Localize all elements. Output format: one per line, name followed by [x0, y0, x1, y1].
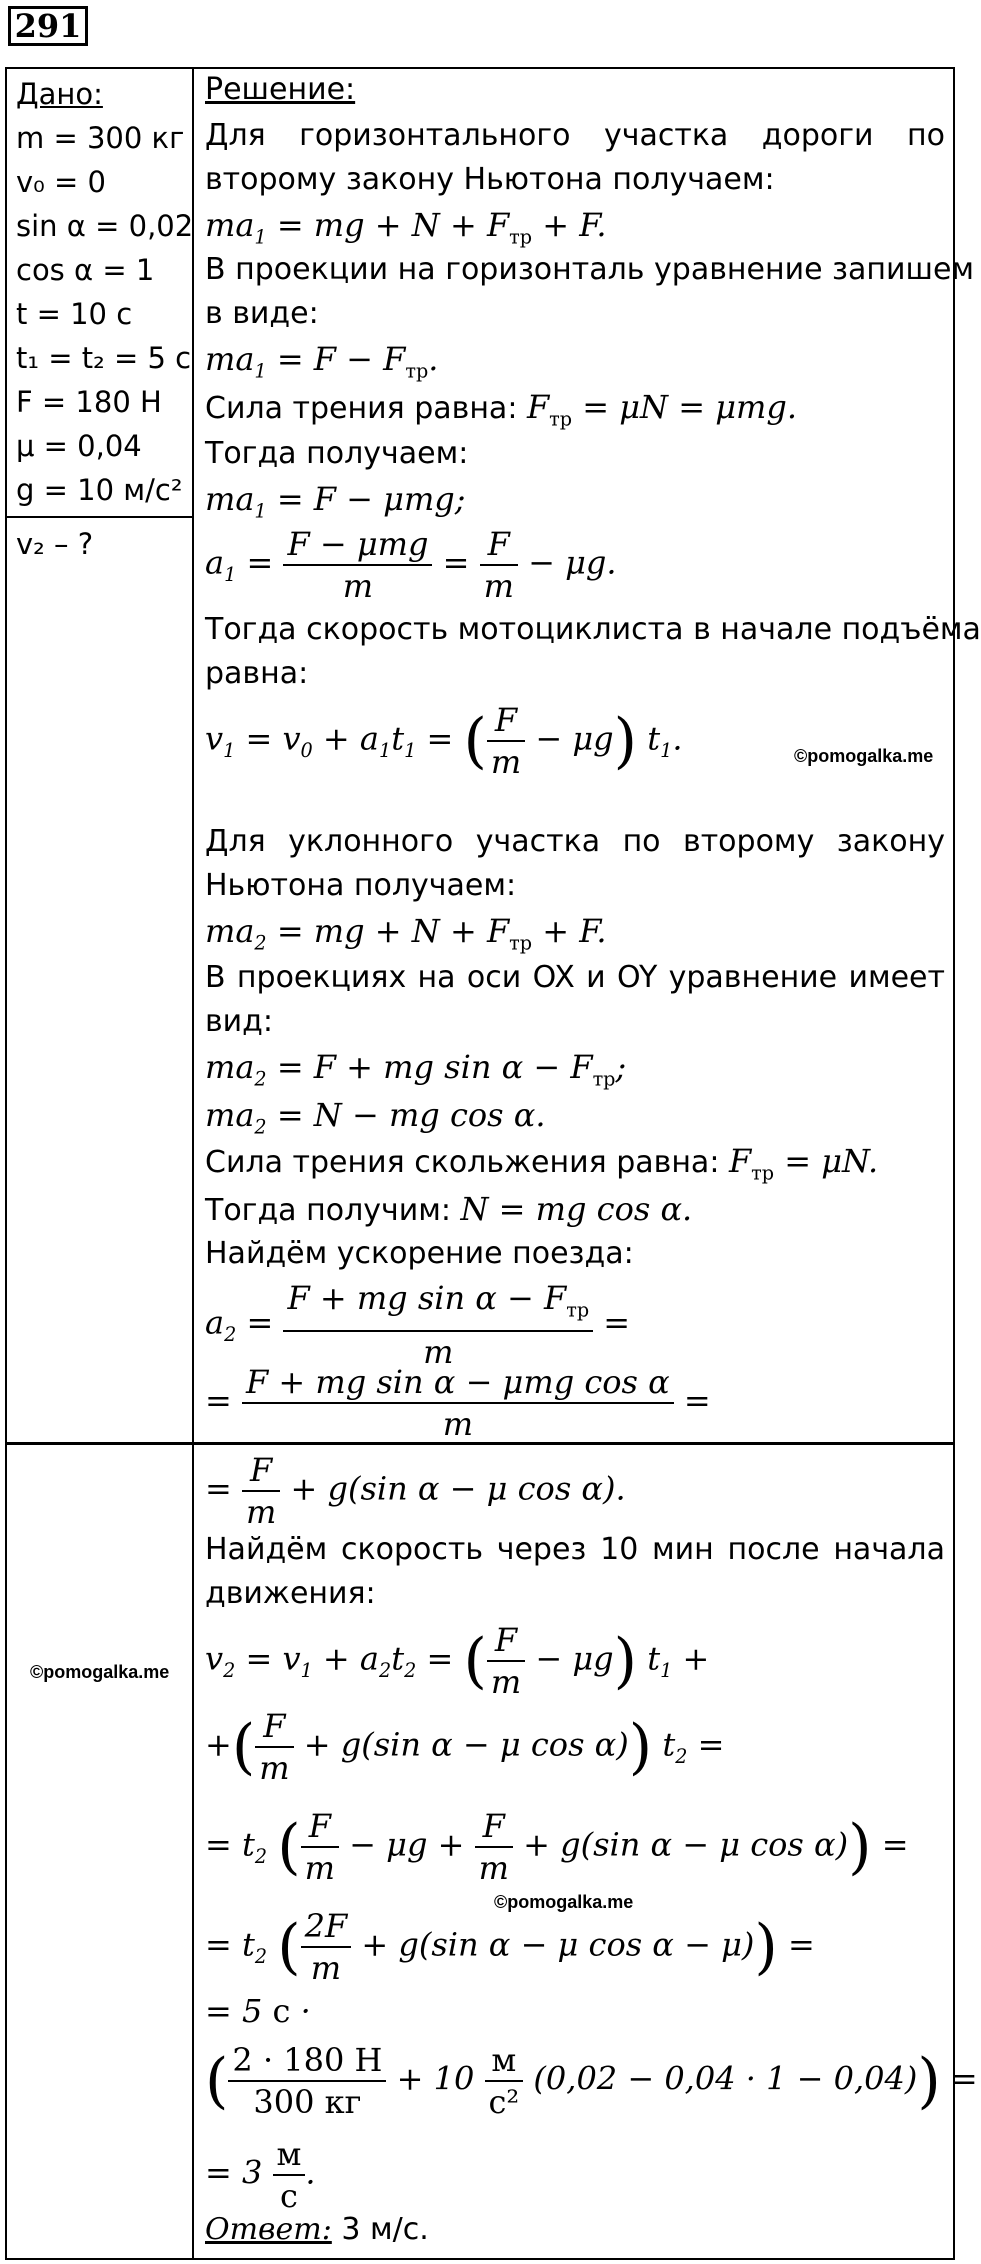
text-line: В проекции на горизонталь уравнение запишем	[205, 252, 975, 287]
given-mass: m = 300 кг	[16, 121, 185, 155]
given-divider	[5, 516, 193, 518]
formula: $ma_2 = N$ − mg cos α.	[205, 1096, 546, 1139]
given-v0: v₀ = 0	[16, 165, 106, 199]
table-divider-bottom	[192, 1443, 194, 2260]
answer-label: Ответ:	[205, 2212, 332, 2247]
text-line: движения:	[205, 1576, 376, 1611]
problem-number: 291	[8, 6, 88, 46]
formula-fraction: = F + mg sin α − μmg cos α m =	[205, 1363, 711, 1443]
text-line: второму закону Ньютона получаем:	[205, 162, 775, 197]
formula-fraction: ( 2 · 180 Н 300 кг + 10 м с² (0,02 − 0,04 · 1 − 0,04)) =	[205, 2041, 978, 2121]
formula-inline: N = mg cos α.	[460, 1190, 693, 1228]
formula-inline: $F_{тр} = \mu N = \mu mg$.	[526, 388, 797, 431]
text-line: равна:	[205, 656, 309, 691]
text-line: Найдём ускорение поезда:	[205, 1236, 634, 1271]
text-line: В проекциях на оси OX и OY уравнение имеет	[205, 960, 945, 995]
watermark: ©pomogalka.me	[794, 746, 934, 766]
formula-inline: $F_{тр} = \mu N$.	[728, 1142, 879, 1185]
given-column	[16, 72, 193, 512]
formula: $ma_1$ = mg + $N + F_{тр} + F$.	[205, 206, 607, 249]
given-g: g = 10 м/с²	[16, 473, 183, 507]
formula-fraction: = 3 м с .	[205, 2135, 316, 2215]
text-line	[205, 388, 945, 430]
formula-fraction: $v_1 = v_0 + a_1t_1$ = ( $\frac{F}{m}$ − μg) $t_1$.	[205, 701, 683, 781]
text-line: Для уклонного участка по второму закону	[205, 824, 945, 859]
text-line: вид:	[205, 1004, 274, 1039]
watermark: ©pomogalka.me	[30, 1662, 170, 1682]
formula-fraction: $v_2 = v_1 + a_2t_2$ = ( $\frac{F}{m}$ − μg) $t_1$ +	[205, 1621, 710, 1701]
text-line: Найдём скорость через 10 мин после начала	[205, 1532, 945, 1567]
formula-fraction: = $t_2$ ( $\frac{F}{m}$ − μg + $\frac{F}{m}$ + g(sin α − μ cos α)) =	[205, 1807, 909, 1887]
given-time: t = 10 с	[16, 297, 133, 331]
given-cos: cos α = 1	[16, 253, 155, 287]
formula-fraction: +( $\frac{F}{m}$ + g(sin α − μ cos α)) $t_2$ =	[205, 1707, 725, 1787]
formula: = 5 с ·	[205, 1992, 311, 2030]
formula: $ma_1 = F - F_{тр}$.	[205, 340, 439, 383]
answer-line	[205, 2212, 945, 2247]
find-value: v₂ – ?	[16, 527, 94, 561]
text-line: Тогда скорость мотоциклиста в начале подъёма	[205, 612, 981, 647]
given-sin: sin α = 0,02	[16, 209, 194, 243]
formula: $ma_2$ = mg + $N + F_{тр} + F$.	[205, 912, 607, 955]
given-header: Дано:	[16, 77, 103, 111]
text-line	[205, 1142, 945, 1184]
text-line: Для горизонтального участка дороги по	[205, 118, 945, 153]
solution-header: Решение:	[205, 72, 356, 107]
given-force: F = 180 Н	[16, 385, 162, 419]
formula: $ma_1 = F - \mu mg$;	[205, 480, 466, 523]
formula-fraction: $a_2$ = F + mg $\sin \alpha - F_{тр}$ m =	[205, 1279, 631, 1372]
formula-fraction: = $t_2$ ( $\frac{2F}{m}$ + g(sin α − μ cos α − μ)) =	[205, 1907, 815, 1987]
watermark: ©pomogalka.me	[494, 1892, 634, 1912]
find-cell	[16, 522, 93, 566]
formula-fraction: = $\frac{F}{m}$ + g(sin α − μ cos α).	[205, 1451, 626, 1531]
text-line: Ньютона получаем:	[205, 868, 517, 903]
text-line: Тогда получаем:	[205, 436, 469, 471]
text-span: Тогда получим:	[205, 1193, 461, 1228]
given-t1t2: t₁ = t₂ = 5 с	[16, 341, 192, 375]
text-span: Сила трения равна:	[205, 391, 527, 426]
text-span: Сила трения скольжения равна:	[205, 1145, 729, 1180]
given-mu: μ = 0,04	[16, 429, 142, 463]
text-line: в виде:	[205, 296, 319, 331]
answer-value: 3 м/с.	[331, 2212, 429, 2247]
formula: $ma_2 = F$ + mg $\sin \alpha - F_{тр}$;	[205, 1048, 627, 1091]
text-line	[205, 1190, 945, 1228]
formula-fraction: $a_1$ = F − μmg m = $\frac{F}{m}$ − μg.	[205, 525, 617, 605]
